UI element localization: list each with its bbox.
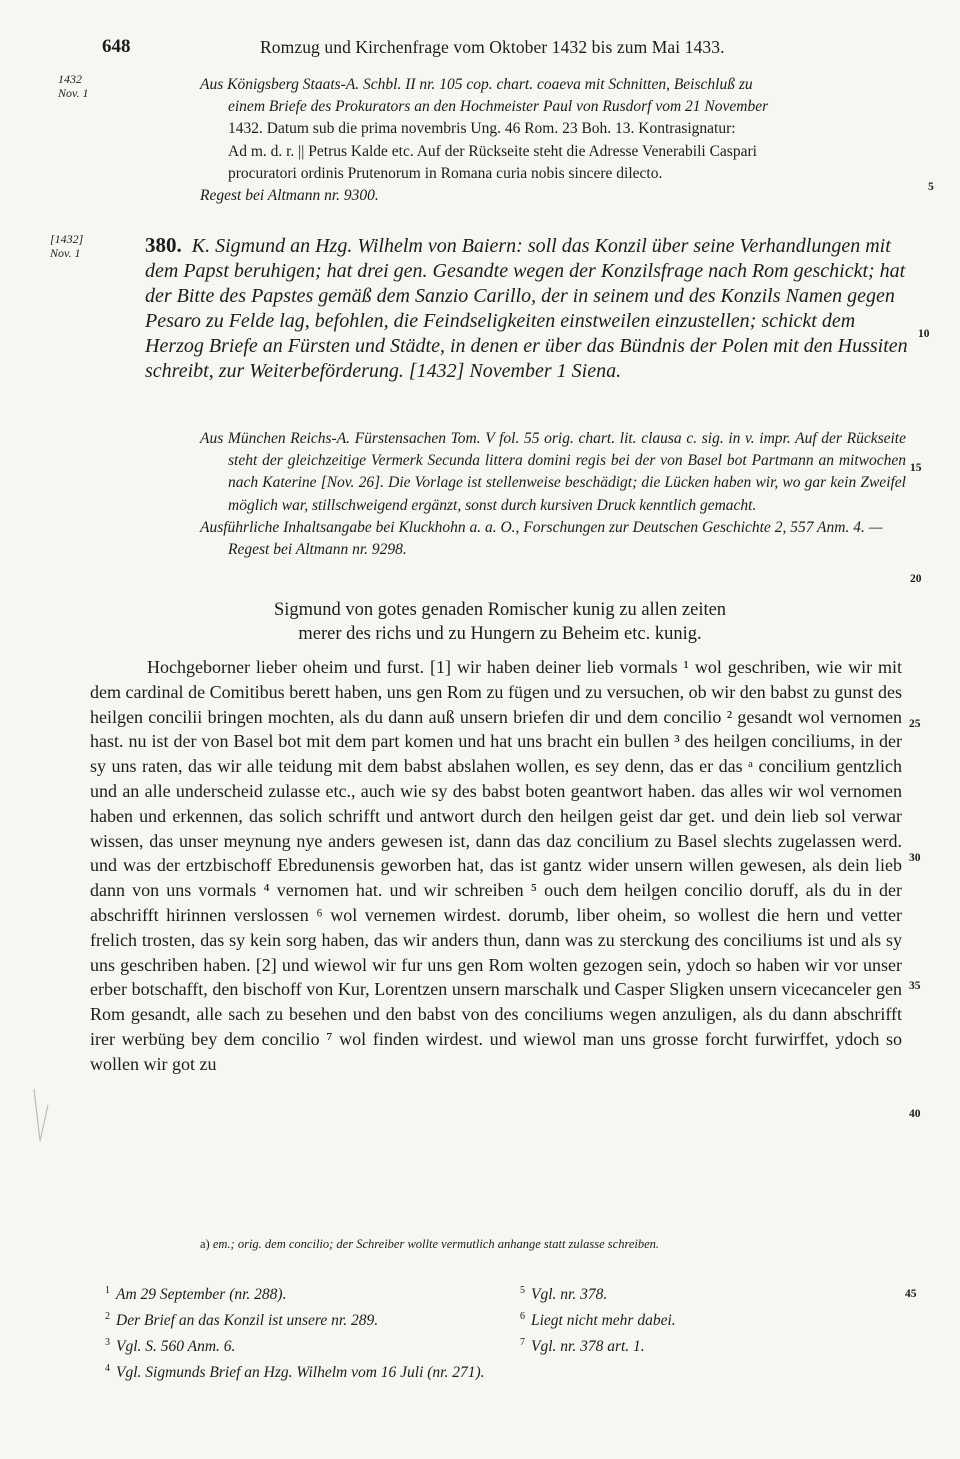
apparatus-marker: a) [200,1237,210,1251]
pencil-mark-icon [30,1085,52,1145]
line-number-25: 25 [909,718,921,730]
source-note-1-line-4: Ad m. d. r. || Petrus Kalde etc. Auf der Rückseite steht die Adresse Venerabili Caspari [228,142,757,160]
line-number-10: 10 [918,328,930,340]
letter-body [90,655,902,1077]
line-number-30: 30 [909,852,921,864]
line-number-20: 20 [910,573,922,585]
footnote-3: $^3$ Vgl. S. 560 Anm. 6. [105,1337,236,1356]
line-number-15: 15 [910,462,922,474]
document-summary: K. Sigmund an Hzg. Wilhelm von Baiern: soll das Konzil über seine Verhandlungen mit dem Papst beruhigen; hat drei gen. Gesandte wegen der Konzilsfrage nach Rom geschickt; hat der Bitte des Papstes gemäß dem Sanzio Carillo, der in seinem und des Konzils Namen gegen Pesaro zu Felde lag, befohlen, die Feindseligkeiten einstweilen einzustellen; schickt dem Herzog Briefe an Fürsten und Städte, in denen er über das Bündnis der Polen mit den Hussiten schreibt, zur Weiterbeförderung. [1432] November 1 Siena. [145,235,908,382]
margin-date-2-year: [1432] [50,232,84,246]
apparatus-note [200,1237,659,1252]
document-heading [145,233,910,384]
salutation-line-2: merer des richs und zu Hungern zu Beheim etc. kunig. [298,624,702,644]
source-note-1-line-2: einem Briefe des Prokurators an den Hochmeister Paul von Rusdorf vom 21 November [228,98,769,116]
line-number-40: 40 [909,1108,921,1120]
source-note-2 [200,428,906,561]
letter-salutation [190,598,810,646]
footnotes-left [105,1280,505,1385]
source-note-1-line-1: Aus Königsberg Staats-A. Schbl. II nr. 105 cop. chart. coaeva mit Schnitten, Beischluß zu [200,76,753,93]
footnotes-right [520,1280,820,1358]
source-note-1-line-3: 1432. Datum sub die prima novembris Ung. 46 Rom. 23 Boh. 13. Kontrasignatur: [228,120,736,138]
footnote-6: $^6$ Liegt nicht mehr dabei. [520,1311,676,1330]
line-number-45: 45 [905,1288,917,1300]
footnote-1: $^1$ Am 29 September (nr. 288). [105,1285,287,1304]
source-note-2-literature: Ausführliche Inhaltsangabe bei Kluckhohn a. a. O., Forschungen zur Deutschen Geschichte 2, 557 Anm. 4. — Regest bei Altmann nr. 9298. [200,518,883,559]
line-number-5: 5 [928,181,934,193]
source-note-2-archive: Aus München Reichs-A. Fürstensachen Tom. V fol. 55 orig. chart. lit. clausa c. sig. in v. impr. Auf der Rückseite steht der gleichzeitige Vermerk Secunda littera domini regis bei der von Basel bot Partmann an mitwochen nach Katerine [Nov. 26]. Die Vorlage ist stellenweise beschädigt; die Lücken haben wir, wo gar kein Zweifel möglich war, stillschweigend ergänzt, sonst durch kursiven Druck kenntlich gemacht. [200,430,906,514]
footnote-4: $^4$ Vgl. Sigmunds Brief an Hzg. Wilhelm vom 16 Juli (nr. 271). [105,1363,485,1382]
footnote-7: $^7$ Vgl. nr. 378 art. 1. [520,1337,645,1356]
margin-date-1 [58,72,88,100]
source-note-1 [200,74,908,207]
source-note-1-line-5: procuratori ordinis Prutenorum in Romana curia nobis sincere dilecto. [228,164,663,182]
margin-date-2 [50,232,83,260]
source-note-1-regest: Regest bei Altmann nr. 9300. [200,187,379,205]
margin-date-1-year: 1432 [58,72,82,86]
line-number-35: 35 [909,980,921,992]
running-title: Romzug und Kirchenfrage vom Oktober 1432 bis zum Mai 1433. [260,37,725,57]
margin-date-1-day: Nov. 1 [58,86,89,100]
salutation-line-1: Sigmund von gotes genaden Romischer kunig zu allen zeiten [273,600,727,620]
margin-date-2-day: Nov. 1 [50,246,81,260]
footnote-5: $^5$ Vgl. nr. 378. [520,1285,608,1304]
document-number: 380. [145,233,182,257]
footnote-2: $^2$ Der Brief an das Konzil ist unsere nr. 289. [105,1311,379,1330]
page-number: 648 [102,36,131,57]
letter-paragraph: Hochgeborner lieber oheim und furst. [1] wir haben deiner lieb vormals ¹ wol geschriben, wie wir mit dem cardinal de Comitibus berett haben, uns gen Rom zu fügen und zu versuchen, ob wir den babst zu gunst des heilgen concilii bringen mochten, als du dann auß unsern briefen dir und dem concilio ² gesandt wol vernomen hast. nu ist der von Basel bot mit dem part komen und hat uns bracht ein bullen ³ des heilgen conciliums, in der sy uns raten, das wir alle teidung mit dem babst abslahen wollen, es sey denn, das er das ᵃ concilium gentzlich und an alle underscheid zulasse etc., auch wie sy des babst boten geantwort haben. das alles wir wol vernomen haben und erkennen, das solich schrifft und antwort durch den heilgen geist dar get. und dein lieb sol verwar wissen, das unser meynung nye anders gewesen ist, dann das daz concilium zu Basel slechts zugelassen werd. und was der ertzbischoff Ebredunensis geworben hat, das ist gantz wider unsern willen gewesen, als dein lieb dann von uns vormals ⁴ vernomen hat. und wir schreiben ⁵ ouch dem heilgen concilio doruff, als du in der abschrifft hirinnen verslossen ⁶ wol vernemen wirdest. dorumb, liber oheim, so wollest die hern und vetter frelich trosten, das sy kein sorg haben, das wir anders thun, dann was zu sterckung des conciliums ist und als sy uns geschriben haben. [2] und wiewol wir fur uns gen Rom wolten gezogen sein, ydoch so haben wir vor unser erber botschafft, den bischoff von Kur, Lorentzen unsern marschalk und Casper Sligken unsern vicecanceler gen Rom gesandt, alle sach zu besehen und den babst von des conciliums wegen anzuligen, als du dann abschrifft irer werbüng bey dem concilio ⁷ wol finden wirdest. und wiewol man uns grosse forcht furwirffet, ydoch so wollen wir got zu [90,657,902,1074]
apparatus-text: em.; orig. dem concilio; der Schreiber wollte vermutlich anhange statt zulasse schreiben. [212,1237,660,1251]
